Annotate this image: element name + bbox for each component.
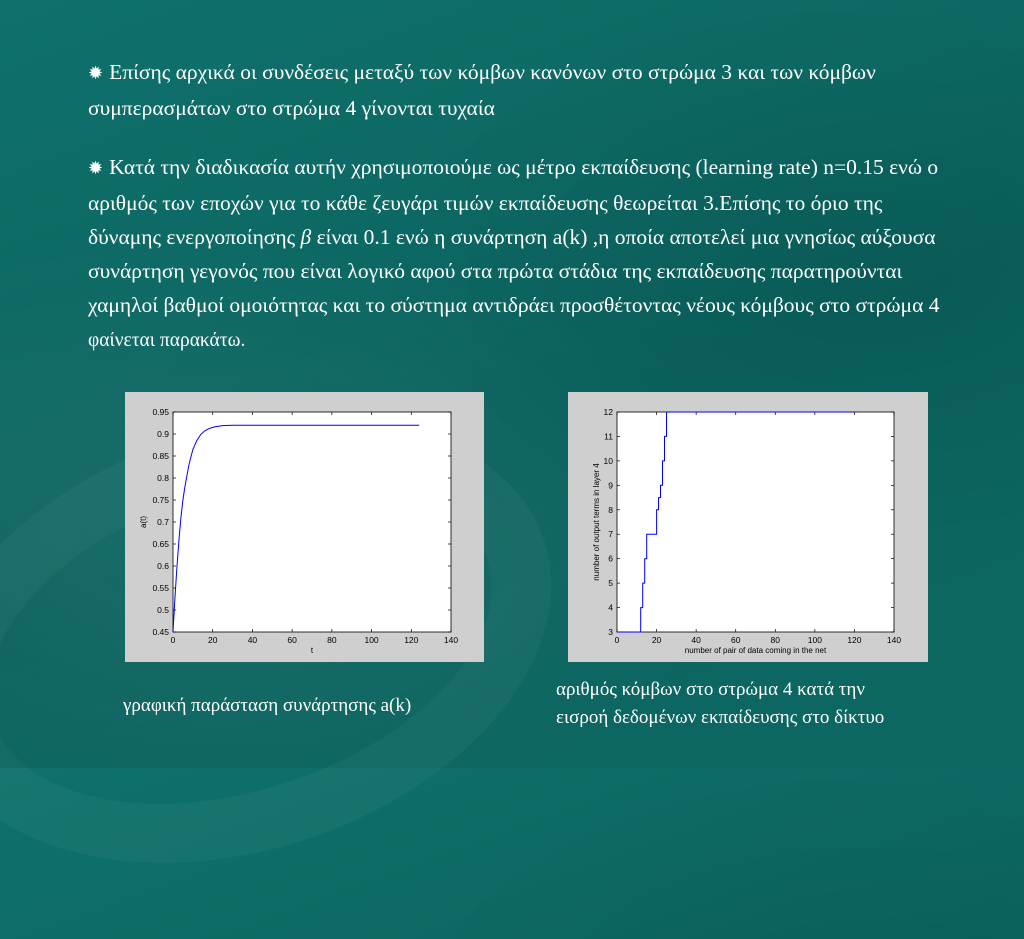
y-tick-label: 12 xyxy=(603,407,613,417)
y-tick-label: 8 xyxy=(608,504,613,515)
x-tick-label: 140 xyxy=(443,635,459,645)
y-tick-label: 5 xyxy=(608,578,613,589)
caption-nodes-line-1: αριθμός κόμβων στο στρώμα 4 κατά την xyxy=(556,679,865,700)
paragraph-2-text-b: είναι 0.1 ενώ η συνάρτηση a(k) ,η οποία αποτελεί μια γνησίως αύξουσα συνάρτηση γεγονός που είναι λογικό αφού στα πρώτα στάδια της εκπαίδευσης παρατηρούνται χαμηλοί βαθμοί ομοιότητας και το σύστημα αντιδράει προσθέτοντας νέους κόμβους στο στρώμα 4 xyxy=(88,225,940,317)
x-tick-label: 20 xyxy=(651,635,662,645)
paragraph-1-text: Επίσης αρχικά οι συνδέσεις μεταξύ των κόμβων κανόνων στο στρώμα 3 και των κόμβων συμπερασμάτων στο στρώμα 4 γίνονται τυχαία xyxy=(88,60,876,120)
x-axis-label: number of pair of data coming in the net xyxy=(684,646,827,655)
x-axis-label: t xyxy=(310,646,314,655)
bullet-icon: ✹ xyxy=(88,63,104,84)
caption-nodes-line-2: εισροή δεδομένων εκπαίδευσης στο δίκτυο xyxy=(556,707,885,728)
y-tick-label: 0.95 xyxy=(152,407,169,417)
x-tick-label: 60 xyxy=(730,635,741,645)
chart-nodes-frame xyxy=(568,392,928,662)
plot-area xyxy=(617,412,894,632)
chart-a-frame xyxy=(125,392,484,662)
x-tick-label: 40 xyxy=(247,635,258,645)
y-tick-label: 0.6 xyxy=(157,561,169,571)
paragraph-2-text-a: Κατά την διαδικασία αυτήν χρησιμοποιούμε ως μέτρο εκπαίδευσης (learning rate) n=0.15 ενώ ο αριθμός των εποχών για το κάθε ζευγάρι τιμών εκπαίδευσης θεωρείται 3.Επίσης το όριο της δύναμης ενεργοποίησης xyxy=(88,155,939,249)
x-tick-label: 20 xyxy=(207,635,218,645)
bullet-icon: ✹ xyxy=(88,158,104,179)
y-tick-label: 3 xyxy=(608,627,613,637)
x-tick-label: 0 xyxy=(170,635,176,645)
caption-nodes xyxy=(556,676,884,732)
x-tick-label: 80 xyxy=(770,635,781,645)
x-tick-label: 60 xyxy=(287,635,297,645)
x-tick-label: 120 xyxy=(404,635,419,645)
beta-symbol: β xyxy=(300,225,312,249)
y-tick-label: 6 xyxy=(608,553,613,564)
caption-a: γραφική παράσταση συνάρτησης a(k) xyxy=(123,695,412,716)
x-tick-label: 120 xyxy=(847,635,862,645)
y-tick-label: 0.8 xyxy=(157,473,169,483)
x-tick-label: 100 xyxy=(364,635,379,645)
y-tick-label: 0.45 xyxy=(152,627,169,637)
chart-a-svg xyxy=(125,392,484,662)
paragraph-2 xyxy=(88,150,948,358)
paragraph-2-text-c: φαίνεται παρακάτω. xyxy=(88,330,246,351)
y-tick-label: 4 xyxy=(608,602,613,613)
y-tick-label: 0.7 xyxy=(157,517,169,527)
x-tick-label: 100 xyxy=(807,635,822,645)
plot-area xyxy=(173,412,451,632)
y-axis-label: a(t) xyxy=(139,516,148,528)
y-tick-label: 10 xyxy=(603,455,613,466)
y-tick-label: 7 xyxy=(608,529,613,540)
y-axis-label: number of output terms in layer 4 xyxy=(592,463,601,581)
x-tick-label: 0 xyxy=(614,635,620,645)
y-tick-label: 0.55 xyxy=(152,583,169,593)
paragraph-1 xyxy=(88,55,948,125)
x-tick-label: 80 xyxy=(327,635,337,645)
y-tick-label: 0.75 xyxy=(152,495,169,505)
chart-nodes-svg xyxy=(568,392,928,662)
y-tick-label: 9 xyxy=(608,480,613,491)
y-tick-label: 11 xyxy=(604,431,613,442)
y-tick-label: 0.85 xyxy=(152,451,169,461)
y-tick-label: 0.5 xyxy=(157,605,169,615)
x-tick-label: 140 xyxy=(886,635,902,645)
y-tick-label: 0.65 xyxy=(152,539,169,549)
y-tick-label: 0.9 xyxy=(157,429,169,439)
x-tick-label: 40 xyxy=(691,635,701,645)
